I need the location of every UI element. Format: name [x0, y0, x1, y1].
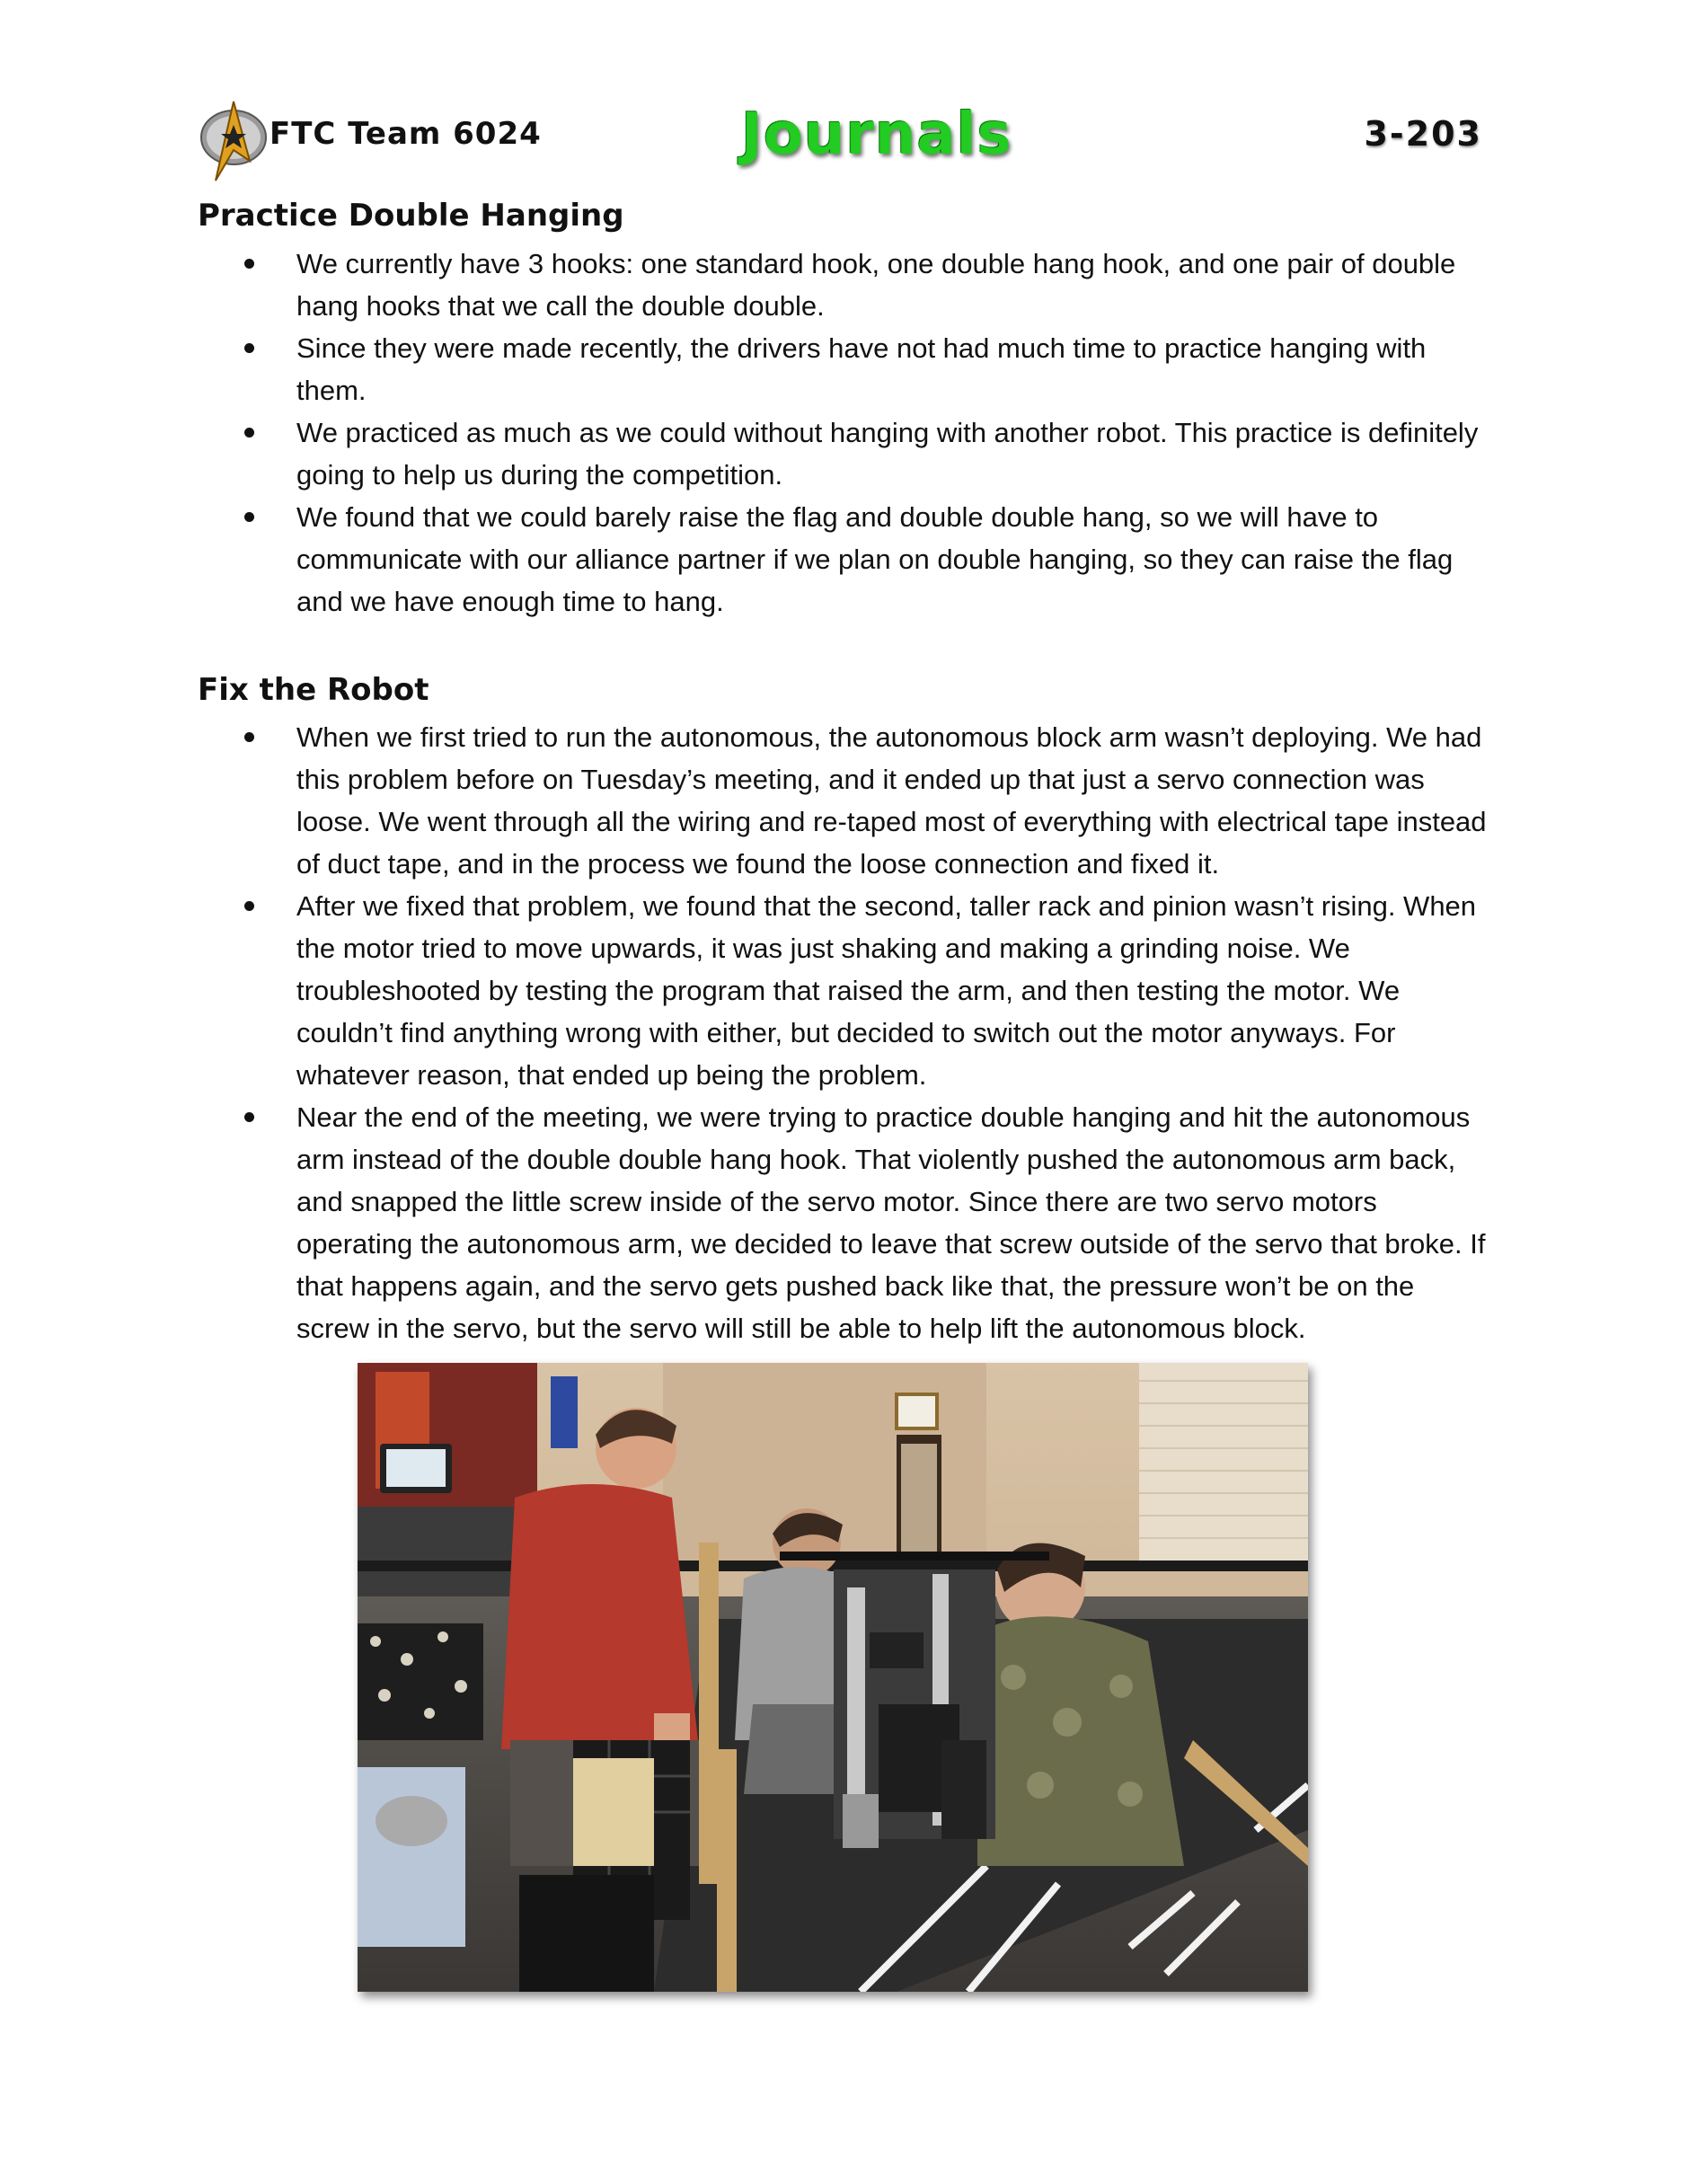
bullet-dot-icon: [244, 901, 254, 911]
team-name: FTC Team 6024: [270, 116, 542, 152]
list-item: [198, 716, 1491, 885]
bullet-dot-icon: [244, 428, 254, 438]
list-item: [198, 496, 1491, 623]
list-item-text: We currently have 3 hooks: one standard hook, one double hang hook, and one pair of double hang hooks that we call the double double.: [296, 248, 1456, 322]
starfleet-insignia-icon: [198, 98, 270, 184]
fix-robot-bullet-list: [198, 716, 1491, 1349]
list-item-text: We found that we could barely raise the flag and double double hang, so we will have to communicate with our alliance partner if we plan on double hanging, so they can raise the flag and we have enough time to hang.: [296, 501, 1454, 617]
page-number: 3-203: [1364, 114, 1482, 154]
section-heading-fix-robot: Fix the Robot: [198, 672, 429, 708]
list-item-text: When we first tried to run the autonomous, the autonomous block arm wasn’t deploying. We had this problem before on Tuesday’s meeting, and it ended up that just a servo connection was loose. We went through all the wiring and re-taped most of everything with electrical tape instead of duct tape, and in the process we found the loose connection and fixed it.: [296, 721, 1487, 880]
bullet-dot-icon: [244, 1112, 254, 1122]
bullet-dot-icon: [244, 732, 254, 742]
list-item-text: After we fixed that problem, we found that the second, taller rack and pinion wasn’t rising. When the motor tried to move upwards, it was just shaking and making a grinding noise. We troubleshooted by testing the program that raised the arm, and then testing the motor. We couldn’t find anything wrong with either, but decided to switch out the motor anyways. For whatever reason, that ended up being the problem.: [296, 890, 1477, 1091]
bullet-dot-icon: [244, 259, 254, 269]
list-item: [198, 243, 1491, 327]
list-item-text: Near the end of the meeting, we were trying to practice double hanging and hit the autonomous arm instead of the double double hang hook. That violently pushed the autonomous arm back, and snapped the little screw inside of the servo motor. Since there are two servo motors operating the autonomous arm, we decided to leave that screw outside of the servo that broke. If that happens again, and the servo gets pushed back like that, the pressure won’t be on the screw in the servo, but the servo will still be able to help lift the autonomous block.: [296, 1101, 1486, 1344]
robot-repair-photo-illustration: [358, 1363, 1308, 1992]
list-item: [198, 411, 1491, 496]
list-item: [198, 327, 1491, 411]
page-title: Journals: [741, 102, 1012, 168]
page-header: [198, 94, 1482, 184]
list-item-text: Since they were made recently, the drivers have not had much time to practice hanging with them.: [296, 332, 1427, 406]
bullet-dot-icon: [244, 343, 254, 353]
list-item: [198, 885, 1491, 1096]
list-item-text: We practiced as much as we could without hanging with another robot. This practice is definitely going to help us during the competition.: [296, 417, 1479, 491]
bullet-dot-icon: [244, 512, 254, 522]
practice-bullet-list: [198, 243, 1491, 623]
robot-repair-photo: [358, 1363, 1308, 1992]
section-heading-practice: Practice Double Hanging: [198, 198, 624, 234]
list-item: [198, 1096, 1491, 1349]
